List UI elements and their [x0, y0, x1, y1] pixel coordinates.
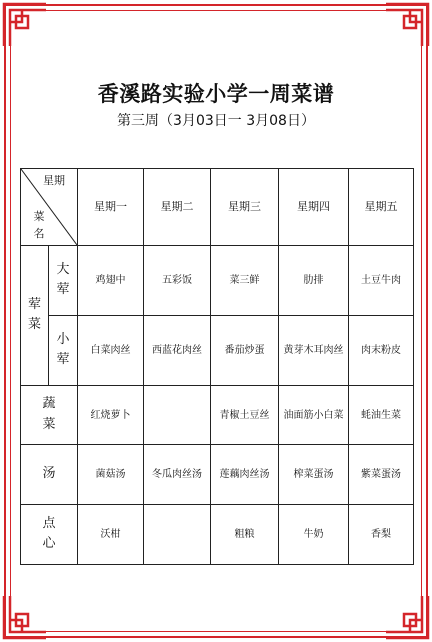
dish-cell: 牛奶 — [279, 505, 349, 565]
dish-cell: 紫菜蛋汤 — [349, 445, 414, 505]
corner-header-cell — [21, 169, 78, 246]
dish-cell: 榨菜蛋汤 — [279, 445, 349, 505]
dish-cell: 西蓝花肉丝 — [144, 316, 211, 386]
category-big-meat: 大荤 — [49, 246, 78, 316]
dish-cell: 冬瓜肉丝汤 — [144, 445, 211, 505]
corner-ornament-icon — [2, 2, 48, 48]
dish-cell: 粗粮 — [211, 505, 279, 565]
day-header: 星期五 — [349, 169, 414, 246]
dish-cell — [144, 386, 211, 445]
dish-cell: 番茄炒蛋 — [211, 316, 279, 386]
dish-cell: 黄芽木耳肉丝 — [279, 316, 349, 386]
table-header-row — [21, 169, 414, 246]
dish-cell: 油面筋小白菜 — [279, 386, 349, 445]
day-header: 星期一 — [78, 169, 144, 246]
category-veg: 蔬菜 — [21, 386, 78, 445]
dish-cell: 莲藕肉丝汤 — [211, 445, 279, 505]
table-row — [21, 386, 414, 445]
dish-cell: 菜三鲜 — [211, 246, 279, 316]
dish-cell: 土豆牛肉 — [349, 246, 414, 316]
dish-cell: 菌菇汤 — [78, 445, 144, 505]
category-meat: 荤菜 — [21, 246, 49, 386]
dish-cell: 肉末粉皮 — [349, 316, 414, 386]
dish-cell: 白菜肉丝 — [78, 316, 144, 386]
corner-ornament-icon — [2, 594, 48, 640]
page-subtitle: 第三周（3月03日一 3月08日） — [117, 113, 315, 129]
dish-cell: 青椒土豆丝 — [211, 386, 279, 445]
corner-label-weekday: 星期 — [43, 174, 65, 187]
category-snack: 点心 — [21, 505, 78, 565]
table-row — [21, 505, 414, 565]
dish-cell: 蚝油生菜 — [349, 386, 414, 445]
table-row — [21, 246, 414, 316]
dish-cell: 五彩饭 — [144, 246, 211, 316]
corner-label-dish: 菜名 — [33, 210, 45, 240]
page-title: 香溪路实验小学一周菜谱 — [97, 82, 335, 106]
dish-cell: 沃柑 — [78, 505, 144, 565]
corner-ornament-icon — [384, 594, 430, 640]
dish-cell: 鸡翅中 — [78, 246, 144, 316]
day-header: 星期三 — [211, 169, 279, 246]
dish-cell: 香梨 — [349, 505, 414, 565]
table-row — [21, 445, 414, 505]
day-header: 星期四 — [279, 169, 349, 246]
dish-cell: 肋排 — [279, 246, 349, 316]
corner-ornament-icon — [384, 2, 430, 48]
table-row — [21, 316, 414, 386]
menu-table — [20, 168, 414, 565]
category-soup: 汤 — [21, 445, 78, 505]
day-header: 星期二 — [144, 169, 211, 246]
dish-cell: 红烧萝卜 — [78, 386, 144, 445]
category-small-meat: 小荤 — [49, 316, 78, 386]
dish-cell — [144, 505, 211, 565]
